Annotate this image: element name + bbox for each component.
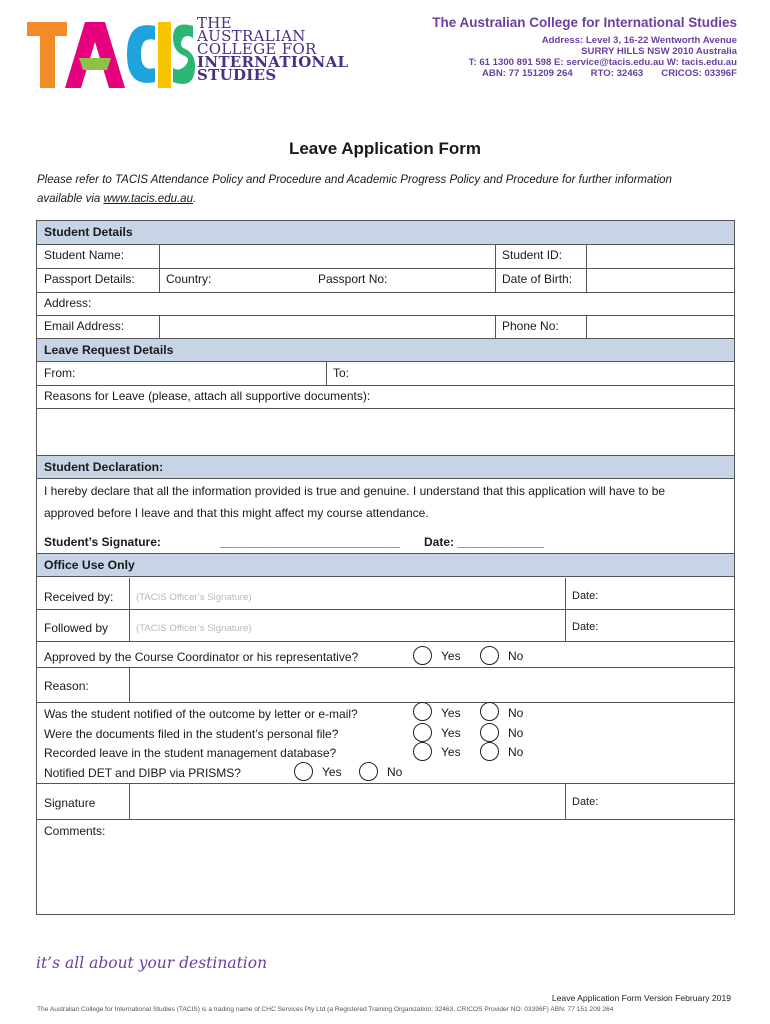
to-field[interactable]: To:: [333, 366, 350, 380]
email-input[interactable]: [160, 316, 494, 338]
logo-line: THE: [197, 14, 232, 32]
prisms-yes-label: Yes: [322, 765, 342, 779]
logo-line: INTERNATIONAL: [197, 53, 349, 71]
form-version: Leave Application Form Version February 2019: [551, 993, 731, 1003]
phone-label: Phone No:: [502, 319, 559, 333]
student-id-label: Student ID:: [502, 248, 563, 262]
intro-line: Please refer to TACIS Attendance Policy and Procedure and Academic Progress Policy and Procedure for further information: [37, 174, 672, 186]
approved-yes-label: Yes: [441, 649, 461, 663]
recorded-yes-radio[interactable]: [413, 742, 432, 761]
passport-details-label: Passport Details:: [44, 272, 135, 286]
cricos: CRICOS: 03396F: [661, 68, 737, 79]
received-by-signature[interactable]: (TACIS Officer’s Signature): [136, 592, 252, 603]
notified-question: Was the student notified of the outcome by letter or e-mail?: [44, 707, 358, 721]
declaration-heading: Student Declaration:: [37, 455, 734, 479]
intro-prefix: available via: [37, 193, 104, 205]
comments-label: Comments:: [44, 824, 106, 838]
recorded-yes-label: Yes: [441, 745, 461, 759]
tacis-logo-mark: [27, 16, 195, 90]
approved-no-label: No: [508, 649, 524, 663]
student-id-input[interactable]: [587, 245, 734, 268]
filed-no-label: No: [508, 726, 524, 740]
recorded-no-radio[interactable]: [480, 742, 499, 761]
abn: ABN: 77 151209 264: [481, 68, 573, 79]
recorded-no-label: No: [508, 745, 524, 759]
reason-input[interactable]: [130, 668, 734, 702]
logo-line: STUDIES: [197, 66, 277, 84]
college-name: The Australian College for International Studies: [432, 15, 737, 30]
office-signature-input[interactable]: [130, 784, 564, 819]
country-field[interactable]: Country:: [166, 272, 212, 286]
received-by-label: Received by:: [44, 590, 114, 604]
logo-text: [197, 14, 349, 84]
prisms-yes-radio[interactable]: [294, 762, 313, 781]
student-details-heading: Student Details: [37, 221, 734, 245]
declaration-line: approved before I leave and that this might affect my course attendance.: [44, 505, 429, 520]
declaration-text: [44, 481, 724, 524]
contact-line: T: 61 1300 891 598 E: service@tacis.edu.au W: tacis.edu.au: [468, 57, 737, 68]
from-field[interactable]: From:: [44, 366, 76, 380]
intro-suffix: .: [192, 193, 197, 205]
address-input[interactable]: [137, 293, 734, 315]
prisms-question: Notified DET and DIBP via PRISMS?: [44, 766, 241, 780]
registration-row: [432, 68, 737, 79]
student-name-input[interactable]: [160, 245, 494, 268]
student-signature-line[interactable]: ___________________________: [220, 535, 401, 549]
address-label: Address:: [44, 296, 92, 310]
reasons-input[interactable]: [37, 409, 734, 455]
office-signature-date[interactable]: Date:: [572, 796, 599, 808]
form-title: Leave Application Form: [288, 139, 482, 158]
prisms-no-label: No: [387, 765, 403, 779]
intro-text: [37, 171, 737, 209]
filed-yes-radio[interactable]: [413, 723, 432, 742]
logo-line: COLLEGE FOR: [197, 40, 317, 58]
address-line: Address: Level 3, 16-22 Wentworth Avenue: [541, 35, 737, 46]
approved-yes-radio[interactable]: [413, 646, 432, 665]
signature-label: Student’s Signature:: [44, 535, 161, 549]
followed-date[interactable]: Date:: [572, 621, 599, 633]
comments-input[interactable]: [37, 839, 734, 914]
leave-request-heading: Leave Request Details: [37, 338, 734, 362]
address-line: SURRY HILLS NSW 2010 Australia: [581, 46, 737, 57]
office-use-heading: Office Use Only: [37, 553, 734, 577]
leave-form: [36, 220, 735, 915]
college-address: [432, 35, 737, 79]
filed-no-radio[interactable]: [480, 723, 499, 742]
dob-label: Date of Birth:: [502, 272, 573, 286]
declaration-line: I hereby declare that all the information provided is true and genuine. I understand that this application will have to be: [44, 484, 666, 498]
intro-line: [37, 190, 737, 209]
tagline: it’s all about your destination: [36, 954, 268, 972]
approved-no-radio[interactable]: [480, 646, 499, 665]
prisms-no-radio[interactable]: [359, 762, 378, 781]
tacis-logo: [27, 12, 357, 90]
website-link[interactable]: www.tacis.edu.au: [103, 193, 193, 205]
reasons-label: Reasons for Leave (please, attach all supportive documents):: [44, 389, 371, 403]
filed-question: Were the documents filed in the student’s personal file?: [44, 727, 339, 741]
dob-input[interactable]: [587, 269, 734, 292]
received-date[interactable]: Date:: [572, 590, 599, 602]
declaration-date[interactable]: Date: _____________: [424, 535, 545, 549]
reason-label: Reason:: [44, 679, 89, 693]
approved-question: Approved by the Course Coordinator or his representative?: [44, 650, 359, 664]
email-label: Email Address:: [44, 319, 125, 333]
rto: RTO: 32463: [590, 68, 644, 79]
passport-no-field[interactable]: Passport No:: [318, 272, 388, 286]
college-contact: [432, 15, 737, 79]
student-name-label: Student Name:: [44, 248, 125, 262]
legal-notice: The Australian College for International Studies (TACIS) is a trading name of CHC Services Pty Ltd (a Registered Training Organization: 32463, CRICOS Provider NO: 03396F) ABN: 77 151 209 264: [37, 1006, 614, 1013]
followed-by-signature[interactable]: (TACIS Officer’s Signature): [136, 623, 252, 634]
office-signature-label: Signature: [44, 796, 96, 810]
notified-yes-radio[interactable]: [413, 702, 432, 721]
recorded-question: Recorded leave in the student management database?: [44, 746, 337, 760]
notified-no-label: No: [508, 706, 524, 720]
notified-yes-label: Yes: [441, 706, 461, 720]
phone-input[interactable]: [587, 316, 734, 338]
logo-line: AUSTRALIAN: [197, 27, 306, 45]
filed-yes-label: Yes: [441, 726, 461, 740]
notified-no-radio[interactable]: [480, 702, 499, 721]
followed-by-label: Followed by: [44, 621, 109, 635]
